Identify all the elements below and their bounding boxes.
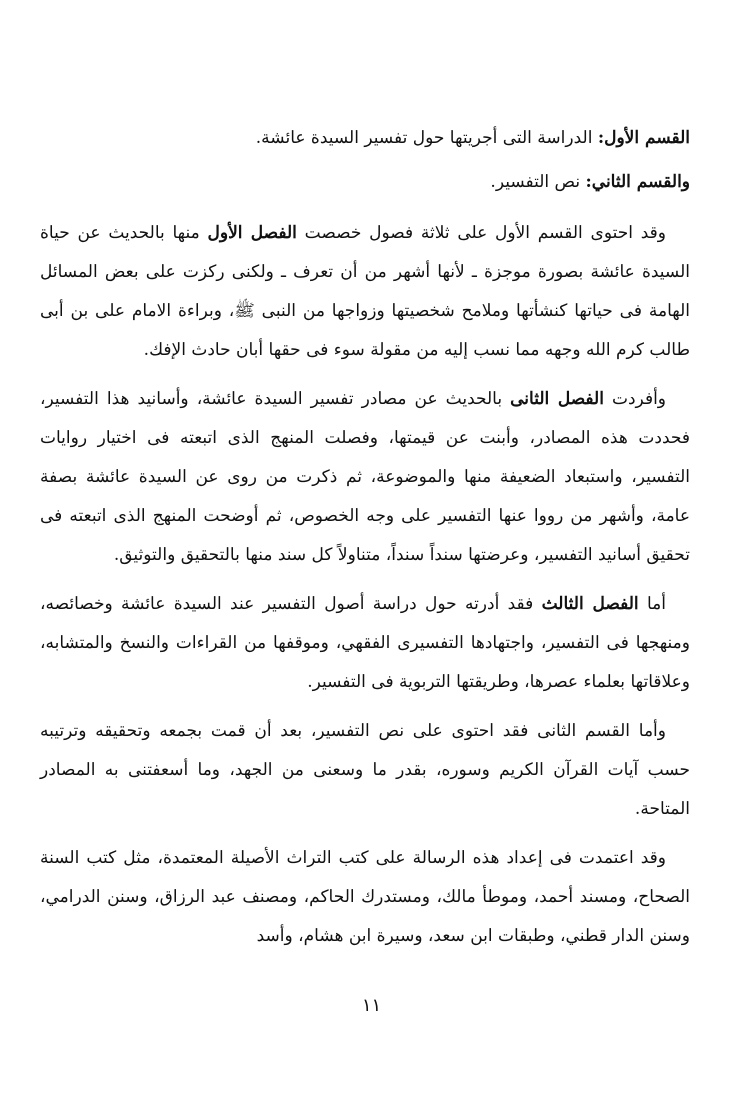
section-part-two: [40, 160, 690, 204]
page-number: ١١: [361, 995, 382, 1016]
paragraph-chapter-one: [40, 214, 690, 370]
paragraph-text: أما: [638, 594, 666, 614]
part-two-label: والقسم الثاني:: [585, 172, 690, 192]
paragraph-text: وقد احتوى القسم الأول على ثلاثة فصول خصصت: [296, 223, 666, 243]
chapter-heading-inline: الفصل الثانى: [510, 389, 604, 409]
paragraph-text: منها بالحديث عن حياة السيدة عائشة بصورة موجزة ـ لأنها أشهر من أن تعرف ـ ولكنى ركزت على بعض المسائل الهامة فى حياتها كنشأتها وملامح شخصيتها وزواجها من النبى ﷺ، وبراءة الامام على بن أبى طالب كرم الله وجهه مما نسب إليه من مقولة سوء فى حقها أبان حادث الإفك.: [40, 223, 690, 360]
paragraph-text: وأفردت: [603, 389, 666, 409]
paragraph-chapter-two: [40, 380, 690, 575]
spacer: [40, 829, 690, 839]
chapter-heading-inline: الفصل الأول: [207, 223, 297, 243]
part-one-label: القسم الأول:: [597, 128, 690, 148]
section-part-one: [40, 116, 690, 160]
paragraph-text: بالحديث عن مصادر تفسير السيدة عائشة، وأسانيد هذا التفسير، فحددت هذه المصادر، وأبنت عن قيمتها، وفصلت المنهج الذى اتبعته فى اختيار روايات التفسير، واستبعاد الضعيفة منها والموضوعة، ثم ذكرت من روى عن السيدة عائشة بصفة عامة، وأشهر من رووا عنها التفسير على وجه الخصوص، ثم أوضحت المنهج الذى اتبعته فى تحقيق أسانيد التفسير، وعرضتها سنداً سنداً، متناولاً كل سند منها بالتحقيق والتوثيق.: [40, 389, 690, 565]
paragraph-sources: وقد اعتمدت فى إعداد هذه الرسالة على كتب التراث الأصيلة المعتمدة، مثل كتب السنة الصحاح، ومسند أحمد، وموطأ مالك، ومستدرك الحاكم، ومصنف عبد الرزاق، وسنن الدرامي، وسنن الدار قطني، وطبقات ابن سعد، وسيرة ابن هشام، وأسد: [40, 848, 690, 946]
paragraph-chapter-three: [40, 585, 690, 702]
chapter-heading-inline: الفصل الثالث: [541, 594, 639, 614]
paragraph-text: فقد أدرته حول دراسة أصول التفسير عند السيدة عائشة وخصائصه، ومنهجها فى التفسير، واجتهادها التفسيرى الفقهي، وموقفها من القراءات والنسخ والمتشابه، وعلاقاتها بعلماء عصرها، وطريقتها التربوية فى التفسير.: [40, 594, 690, 692]
paragraph-part-two: وأما القسم الثانى فقد احتوى على نص التفسير، بعد أن قمت بجمعه وتحقيقه وترتيبه حسب آيات القرآن الكريم وسوره، بقدر ما وسعنى من الجهد، وما أسعفتنى به المصادر المتاحة.: [40, 721, 690, 819]
spacer: [40, 370, 690, 380]
part-two-text: نص التفسير.: [490, 172, 586, 192]
spacer: [40, 575, 690, 585]
spacer: [40, 702, 690, 712]
document-body: [40, 116, 690, 956]
spacer: [40, 204, 690, 214]
part-one-text: الدراسة التى أجريتها حول تفسير السيدة عائشة.: [255, 128, 598, 148]
